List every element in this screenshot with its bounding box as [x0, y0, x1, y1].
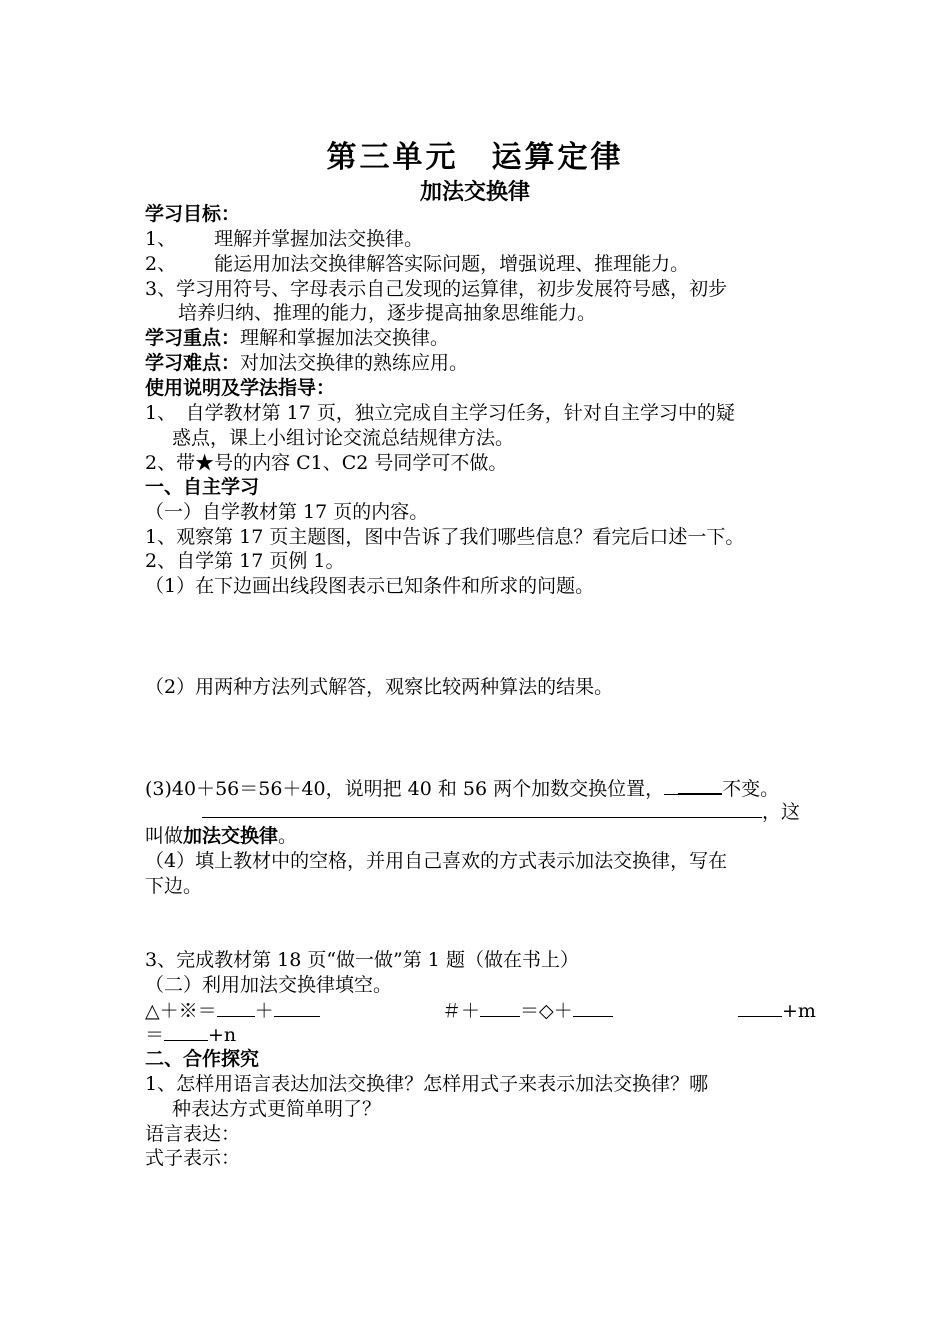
section2-formula: 式子表示：: [145, 1147, 241, 1169]
section1-q2: 2、自学第 17 页例 1。: [145, 550, 345, 572]
section1-q2-3-line2: [202, 799, 800, 824]
difficulty-label: 学习难点：: [145, 352, 241, 374]
section2-q1-line2: 种表达方式更简单明了？: [172, 1098, 382, 1120]
section1-q3: 3、完成教材第 18 页“做一做”第 1 题（做在书上）: [145, 949, 579, 971]
goal-item-2-text: 能运用加法交换律解答实际问题，增强说理、推理能力。: [214, 253, 690, 275]
fill1-blank-1: [217, 998, 255, 1017]
fill3-blank-1: [738, 998, 782, 1017]
fill1-blank-2: [274, 998, 320, 1017]
q2-3-prefix: (3)40＋56＝56＋40，说明把 40 和 56 两个加数交换位置，: [145, 778, 665, 800]
key-point-text: 理解和掌握加法交换律。: [240, 327, 450, 349]
fill3-line2-a: ＝: [145, 1024, 165, 1046]
section1-q1: 1、观察第 17 页主题图，图中告诉了我们哪些信息？看完后口述一下。: [145, 526, 745, 548]
section1-q2-2: （2）用两种方法列式解答，观察比较两种算法的结果。: [145, 676, 614, 698]
guide-item-2: 2、带★号的内容 C1、C2 号同学可不做。: [145, 452, 508, 474]
fill-in-2: [442, 998, 613, 1023]
q2-3-suffix: 不变。: [722, 778, 780, 800]
fill2-b: ＝◇＋: [520, 1000, 573, 1022]
fill1-a: △＋※＝: [145, 1000, 217, 1022]
section2-heading: 二、合作探究: [145, 1048, 260, 1070]
goal-item-1-num: 1、: [145, 228, 177, 250]
section2-language: 语言表达：: [145, 1123, 241, 1145]
section2-q1-line1: 1、怎样用语言表达加法交换律？怎样用式子来表示加法交换律？哪: [145, 1073, 709, 1095]
section1-part1: （一）自学教材第 17 页的内容。: [145, 501, 429, 523]
section1-heading: 一、自主学习: [145, 476, 260, 498]
fill-in-1: [145, 998, 320, 1023]
q2-3-line3-bold: 加法交换律: [183, 825, 279, 847]
goal-item-2-num: 2、: [145, 253, 177, 275]
long-blank-underline: [202, 799, 762, 818]
q2-3-line2-end: ，这: [762, 801, 801, 823]
goal-item-3-line1: 3、学习用符号、字母表示自己发现的运算律，初步发展符号感，初步: [145, 278, 728, 300]
fill1-b: ＋: [254, 1000, 274, 1022]
guide-heading: 使用说明及学法指导：: [145, 377, 336, 399]
goals-heading: 学习目标：: [145, 203, 241, 225]
blank-underline-thick: [678, 775, 722, 795]
section1-q2-1: （1）在下边画出线段图表示已知条件和所求的问题。: [145, 575, 595, 597]
key-point-label: 学习重点：: [145, 327, 241, 349]
blank-underline: [664, 776, 678, 795]
section1-q2-4-line2: 下边。: [145, 875, 203, 897]
lesson-subtitle: 加法交换律: [419, 180, 530, 205]
q2-3-line3-prefix: 叫做: [145, 825, 184, 847]
goal-item-3-line2: 培养归纳、推理的能力，逐步提高抽象思维能力。: [178, 302, 597, 324]
section1-q2-4-line1: （4）填上教材中的空格，并用自己喜欢的方式表示加法交换律，写在: [145, 850, 728, 872]
fill3-a: +m: [782, 1000, 816, 1022]
fill2-blank-1: [480, 998, 520, 1017]
guide-item-1-line1: 1、 自学教材第 17 页，独立完成自主学习任务，针对自主学习中的疑: [145, 402, 735, 424]
fill2-a: ＃＋: [442, 1000, 481, 1022]
guide-item-1-line2: 惑点，课上小组讨论交流总结规律方法。: [172, 427, 515, 449]
fill-in-3-line2: [145, 1022, 236, 1047]
key-point: [145, 326, 449, 350]
difficulty-text: 对加法交换律的熟练应用。: [240, 352, 469, 374]
fill-in-3: [738, 998, 816, 1023]
goal-item-2: [145, 252, 689, 276]
section1-part2: （二）利用加法交换律填空。: [145, 974, 393, 996]
goal-item-1-text: 理解并掌握加法交换律。: [214, 228, 424, 250]
section1-q2-3-line3: [145, 824, 297, 848]
difficulty: [145, 351, 468, 375]
section1-q2-3-line1: [145, 775, 779, 801]
fill3-blank-2: [164, 1022, 208, 1041]
unit-title: 第三单元 运算定律: [326, 140, 624, 175]
q2-3-line3-end: 。: [278, 825, 298, 847]
fill2-blank-2: [573, 998, 613, 1017]
fill3-line2-b: +n: [208, 1024, 237, 1046]
goal-item-1: [145, 227, 423, 251]
